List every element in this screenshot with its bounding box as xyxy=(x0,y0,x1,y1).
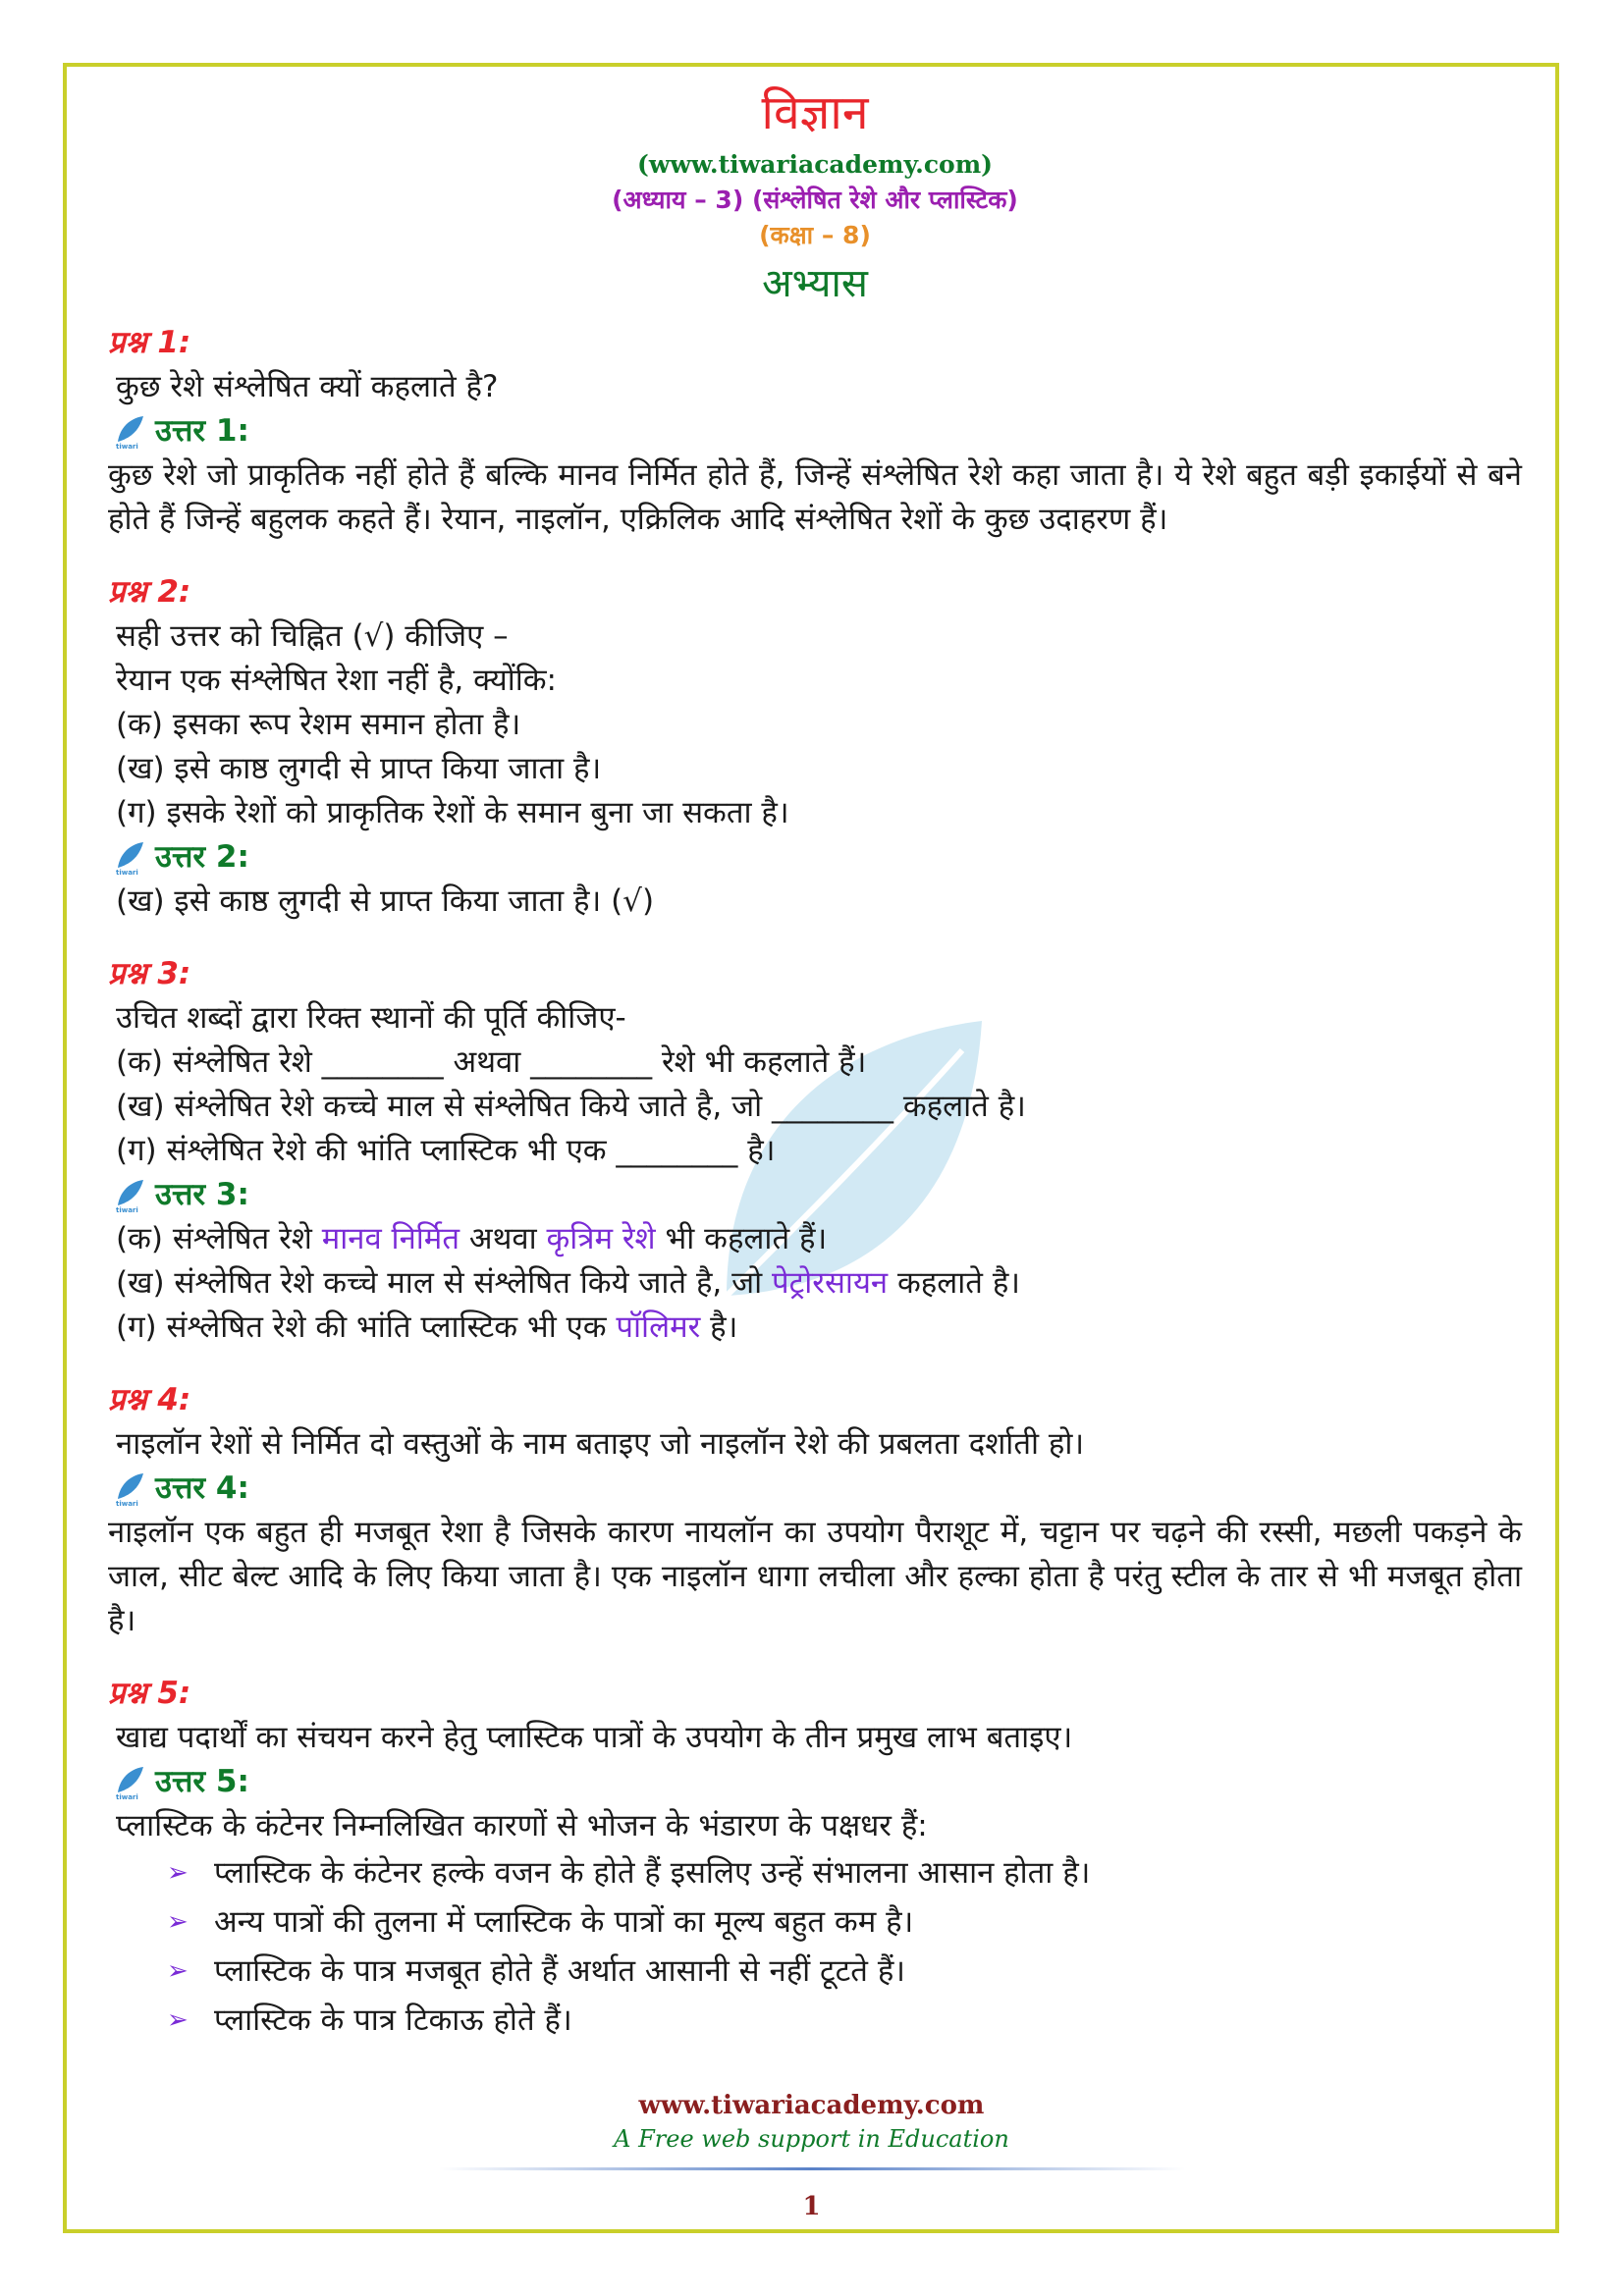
question-label: प्रश्न 5: xyxy=(108,1676,191,1711)
answer-highlight: पेट्रोरसायन xyxy=(772,1265,889,1301)
arrow-bullet-icon: ➢ xyxy=(167,1907,189,1937)
option-line: (ग) इसके रेशों को प्राकृतिक रेशों के समान बुना जा सकता है। xyxy=(116,795,789,830)
question-text: नाइलॉन रेशों से निर्मित दो वस्तुओं के नाम बताइए जो नाइलॉन रेशे की प्रबलता दर्शाती हो। xyxy=(116,1426,1085,1462)
answer-heading xyxy=(108,1760,1522,1804)
blank-line: (ग) संश्लेषित रेशे की भांति प्लास्टिक भी एक ________ है। xyxy=(116,1133,776,1168)
question-line: रेयान एक संश्लेषित रेशा नहीं है, क्योंकि: xyxy=(116,663,558,698)
answer-heading xyxy=(108,1467,1522,1511)
answer-text: कुछ रेशे जो प्राकृतिक नहीं होते हैं बल्कि मानव निर्मित होते हैं, जिन्हें संश्लेषित रेशे कहा जाता है। ये रेशे बहुत बड़ी इकाईयों से बने होते हैं जिन्हें बहुलक कहते हैं। रेयान, नाइलॉन, एक्रिलिक आदि संश्लेषित रेशों के कुछ उदाहरण हैं। xyxy=(108,457,1522,537)
option-line: (क) इसका रूप रेशम समान होता है। xyxy=(116,707,521,742)
page-header xyxy=(108,79,1522,314)
section-title: अभ्यास xyxy=(762,261,868,306)
quill-logo-icon xyxy=(114,1178,147,1213)
question-text: कुछ रेशे संश्लेषित क्यों कहलाते है? xyxy=(116,369,499,404)
svg-text:tiwari: tiwari xyxy=(116,442,138,450)
quill-logo-icon xyxy=(114,414,147,450)
question-block-2 xyxy=(108,569,1522,924)
answer-highlight: पॉलिमर xyxy=(616,1309,701,1345)
worksheet xyxy=(108,79,1522,2072)
answer-heading xyxy=(108,409,1522,454)
question-label: प्रश्न 1: xyxy=(108,325,191,360)
footer-divider xyxy=(439,2167,1185,2170)
site-url: (www.tiwariacademy.com) xyxy=(636,150,993,179)
option-line: (ख) इसे काष्ठ लुगदी से प्राप्त किया जाता है। xyxy=(116,751,602,786)
answer-label: उत्तर 5: xyxy=(155,1764,249,1799)
answer-label: उत्तर 1: xyxy=(155,413,249,449)
answer-highlight: कृत्रिम रेशे xyxy=(546,1221,656,1256)
chapter-title: (अध्याय – 3) (संश्लेषित रेशे और प्लास्टिक) xyxy=(612,186,1018,214)
answer-line: (ख) संश्लेषित रेशे कच्चे माल से संश्लेषित किये जाते है, जो पेट्रोरसायन कहलाते है। xyxy=(116,1265,1021,1301)
svg-text:tiwari: tiwari xyxy=(116,868,138,876)
question-block-5 xyxy=(108,1671,1522,2045)
list-item: ➢ अन्य पात्रों की तुलना में प्लास्टिक के पात्रों का मूल्य बहुत कम है। xyxy=(167,1897,1522,1947)
svg-text:tiwari: tiwari xyxy=(116,1792,138,1800)
question-line: सही उत्तर को चिह्नित (√) कीजिए – xyxy=(116,618,509,654)
answer-label: उत्तर 2: xyxy=(155,839,249,875)
answer-heading xyxy=(108,835,1522,880)
question-line: उचित शब्दों द्वारा रिक्त स्थानों की पूर्ति कीजिए- xyxy=(116,1000,626,1036)
footer-tagline: A Free web support in Education xyxy=(614,2125,1009,2153)
list-item: ➢ प्लास्टिक के कंटेनर हल्के वजन के होते हैं इसलिए उन्हें संभालना आसान होता है। xyxy=(167,1848,1522,1897)
quill-logo-icon xyxy=(114,1765,147,1800)
blank-line: (क) संश्लेषित रेशे ________ अथवा ________ रेशे भी कहलाते हैं। xyxy=(116,1044,867,1080)
class-label: (कक्षा – 8) xyxy=(759,221,871,249)
svg-text:tiwari: tiwari xyxy=(116,1499,138,1507)
list-item: ➢ प्लास्टिक के पात्र मजबूत होते हैं अर्थात आसानी से नहीं टूटते हैं। xyxy=(167,1947,1522,1996)
answer-highlight: मानव निर्मित xyxy=(321,1221,460,1256)
arrow-bullet-icon: ➢ xyxy=(167,2005,189,2035)
answer-line: (क) संश्लेषित रेशे मानव निर्मित अथवा कृत्रिम रेशे भी कहलाते हैं। xyxy=(116,1221,828,1256)
quill-logo-icon xyxy=(114,1471,147,1507)
question-label: प्रश्न 3: xyxy=(108,956,191,991)
question-block-1 xyxy=(108,320,1522,542)
question-block-3 xyxy=(108,951,1522,1350)
answer-bullet-list xyxy=(167,1848,1522,2045)
answer-heading xyxy=(108,1173,1522,1217)
answer-label: उत्तर 3: xyxy=(155,1177,249,1212)
footer-site-link[interactable]: www.tiwariacademy.com xyxy=(638,2091,985,2120)
page-number: 1 xyxy=(802,2192,821,2221)
question-text: खाद्य पदार्थों का संचयन करने हेतु प्लास्टिक पात्रों के उपयोग के तीन प्रमुख लाभ बताइए। xyxy=(116,1720,1073,1755)
answer-text: (ख) इसे काष्ठ लुगदी से प्राप्त किया जाता है। (√) xyxy=(116,883,655,919)
question-label: प्रश्न 4: xyxy=(108,1382,191,1417)
question-block-4 xyxy=(108,1377,1522,1643)
list-item: ➢ प्लास्टिक के पात्र टिकाऊ होते हैं। xyxy=(167,1996,1522,2045)
page-title: विज्ञान xyxy=(761,85,869,140)
answer-intro: प्लास्टिक के कंटेनर निम्नलिखित कारणों से भोजन के भंडारण के पक्षधर हैं: xyxy=(116,1808,928,1843)
quill-logo-icon xyxy=(114,840,147,876)
page-footer xyxy=(0,2089,1623,2221)
question-label: प्रश्न 2: xyxy=(108,574,191,610)
arrow-bullet-icon: ➢ xyxy=(167,1956,189,1986)
svg-text:tiwari: tiwari xyxy=(116,1205,138,1213)
answer-line: (ग) संश्लेषित रेशे की भांति प्लास्टिक भी एक पॉलिमर है। xyxy=(116,1309,738,1345)
blank-line: (ख) संश्लेषित रेशे कच्चे माल से संश्लेषित किये जाते है, जो ________ कहलाते है। xyxy=(116,1089,1026,1124)
arrow-bullet-icon: ➢ xyxy=(167,1858,189,1888)
answer-text: नाइलॉन एक बहुत ही मजबूत रेशा है जिसके कारण नायलॉन का उपयोग पैराशूट में, चट्टान पर चढ़ने की रस्सी, मछली पकड़ने के जाल, सीट बेल्ट आदि के लिए किया जाता है। एक नाइलॉन धागा लचीला और हल्का होता है परंतु स्टील के तार से भी मजबूत होता है। xyxy=(108,1515,1522,1638)
answer-label: उत्तर 4: xyxy=(155,1470,249,1506)
